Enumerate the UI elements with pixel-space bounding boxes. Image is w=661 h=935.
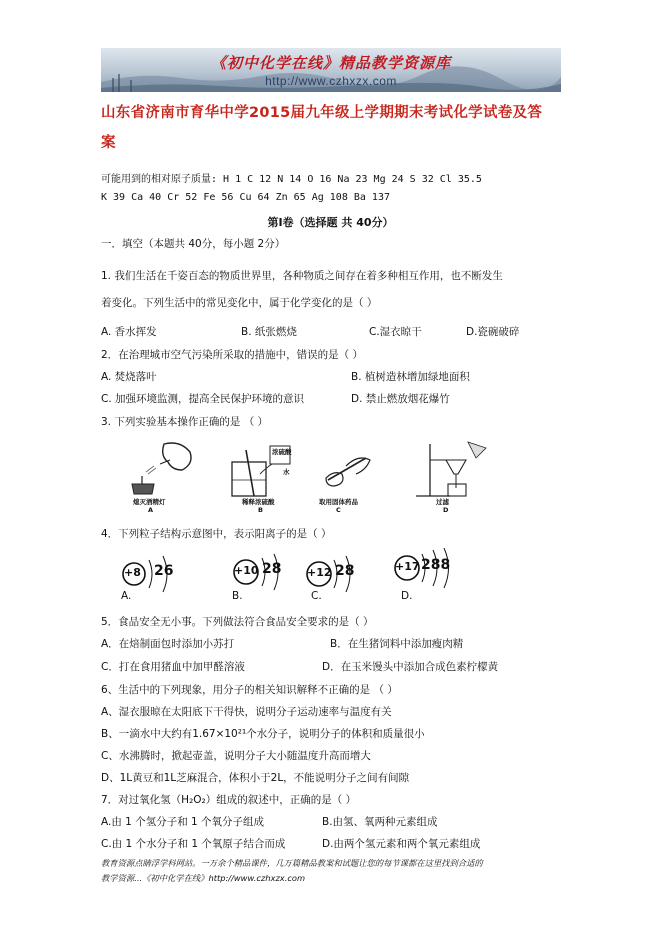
q3-fig-b-acid-label: 浓硫酸 — [272, 448, 292, 456]
q7-stem: 7．对过氧化氢（H₂O₂）组成的叙述中，正确的是（ ） — [101, 794, 357, 806]
q4-c-nucleus: +12 — [307, 566, 332, 579]
q6-option-b: B、一滴水中大约有1.67×10²¹个水分子，说明分子的体积和质量很小 — [101, 728, 425, 740]
q5-stem: 5．食品安全无小事。下列做法符合食品安全要求的是（ ） — [101, 616, 374, 628]
q3-fig-d-label: 过滤 — [436, 498, 449, 506]
q4-b-electrons: 28 — [262, 561, 282, 577]
q6-option-a: A、湿衣服晾在太阳底下干得快，说明分子运动速率与温度有关 — [101, 706, 392, 718]
q3-fig-letter-b: B — [258, 506, 263, 514]
q3-figure-d-filtration — [416, 442, 486, 496]
q3-fig-letter-d: D — [443, 506, 449, 514]
q4-b-letter: B. — [232, 590, 243, 602]
atomic-masses-line2: K 39 Ca 40 Cr 52 Fe 56 Cu 64 Zn 65 Ag 108 Ba 137 — [101, 192, 390, 203]
footer-line2: 教学资源...《初中化学在线》http://www.czhxzx.com — [101, 873, 306, 883]
q7-option-c: C.由 1 个水分子和 1 个氧原子结合而成 — [101, 838, 286, 850]
q2-stem: 2．在治理城市空气污染所采取的措施中，错误的是（ ） — [101, 349, 364, 361]
q3-fig-b-water-label: 水 — [283, 468, 290, 476]
q5-option-b: B．在生猪饲料中添加瘦肉精 — [330, 638, 464, 650]
q6-stem: 6、生活中的下列现象，用分子的相关知识解释不正确的是 （ ） — [101, 684, 398, 696]
footer-line1: 教育资源点睛浮学科网站。一万余个精品课件，几万篇精品教案和试题让您的每节课都在这里找到合适的 — [101, 858, 483, 868]
q4-a-letter: A. — [121, 590, 132, 602]
q4-stem: 4．下列粒子结构示意图中，表示阳离子的是（ ） — [101, 528, 332, 540]
q3-fig-c-label: 取用固体药品 — [319, 498, 358, 506]
document-title-line1: 山东省济南市育华中学2015届九年级上学期期末考试化学试卷及答 — [101, 105, 543, 121]
q3-fig-letter-c: C — [336, 506, 341, 514]
q3-fig-letter-a: A — [148, 506, 154, 514]
q6-option-c: C、水沸腾时，掀起壶盖，说明分子大小随温度升高而增大 — [101, 750, 371, 762]
q4-c-electrons: 28 — [335, 563, 355, 579]
q4-b-nucleus: +10 — [234, 564, 259, 577]
q4-c-letter: C. — [311, 590, 322, 602]
q1-option-a: A. 香水挥发 — [101, 326, 157, 338]
q3-figure-a-blow-out-lamp — [132, 443, 191, 494]
q6-option-d: D、1L黄豆和1L芝麻混合，体积小于2L，不能说明分子之间有间隙 — [101, 772, 410, 784]
q4-d-nucleus: +17 — [395, 560, 420, 573]
q1-stem-line2: 着变化。下列生活中的常见变化中，属于化学变化的是（ ） — [101, 297, 378, 309]
q3-fig-b-label: 稀释浓硫酸 — [242, 498, 275, 506]
q1-option-d: D.瓷碗破碎 — [466, 326, 520, 338]
document-title-line2: 案 — [101, 135, 116, 151]
q2-option-b: B. 植树造林增加绿地面积 — [351, 371, 470, 383]
part-title: 第Ⅰ卷（选择题 共 40分） — [267, 216, 394, 229]
q1-stem-line1: 1. 我们生活在千姿百态的物质世界里，各种物质之间存在着多种相互作用，也不断发生 — [101, 270, 503, 282]
q7-option-d: D.由两个氢元素和两个氧元素组成 — [322, 838, 481, 850]
q3-stem: 3. 下列实验基本操作正确的是 （ ） — [101, 416, 269, 428]
q3-fig-a-label: 熄灭酒精灯 — [133, 498, 166, 506]
q2-option-c: C. 加强环境监测，提高全民保护环境的意识 — [101, 393, 305, 405]
q5-option-a: A．在焙制面包时添加小苏打 — [101, 638, 235, 650]
atomic-masses-line1: 可能用到的相对原子质量: H 1 C 12 N 14 O 16 Na 23 Mg 24 S 32 Cl 35.5 — [101, 174, 482, 185]
q4-a-electrons: 26 — [154, 563, 174, 579]
banner-url[interactable]: http://www.czhxzx.com — [265, 74, 397, 88]
q2-option-d: D. 禁止燃放烟花爆竹 — [351, 393, 450, 405]
q7-option-a: A.由 1 个氢分子和 1 个氧分子组成 — [101, 816, 265, 828]
header-banner — [101, 48, 561, 92]
q1-option-c: C.湿衣晾干 — [369, 326, 422, 338]
q5-option-c: C．打在食用猪血中加甲醛溶液 — [101, 661, 245, 673]
q1-option-b: B. 纸张燃烧 — [241, 326, 297, 338]
q2-option-a: A. 焚烧落叶 — [101, 371, 157, 383]
q4-d-electrons: 288 — [421, 557, 451, 573]
q7-option-b: B.由氢、氧两种元素组成 — [322, 816, 438, 828]
q4-a-nucleus: +8 — [124, 566, 141, 579]
q4-d-letter: D. — [401, 590, 413, 602]
q3-figure-c-solid-reagent — [326, 458, 370, 486]
section-title: 一．填空（本题共 40分，每小题 2分） — [101, 238, 286, 250]
banner-title: 《初中化学在线》精品教学资源库 — [210, 54, 451, 72]
q5-option-d: D．在玉米馒头中添加合成色素柠檬黄 — [322, 661, 499, 673]
